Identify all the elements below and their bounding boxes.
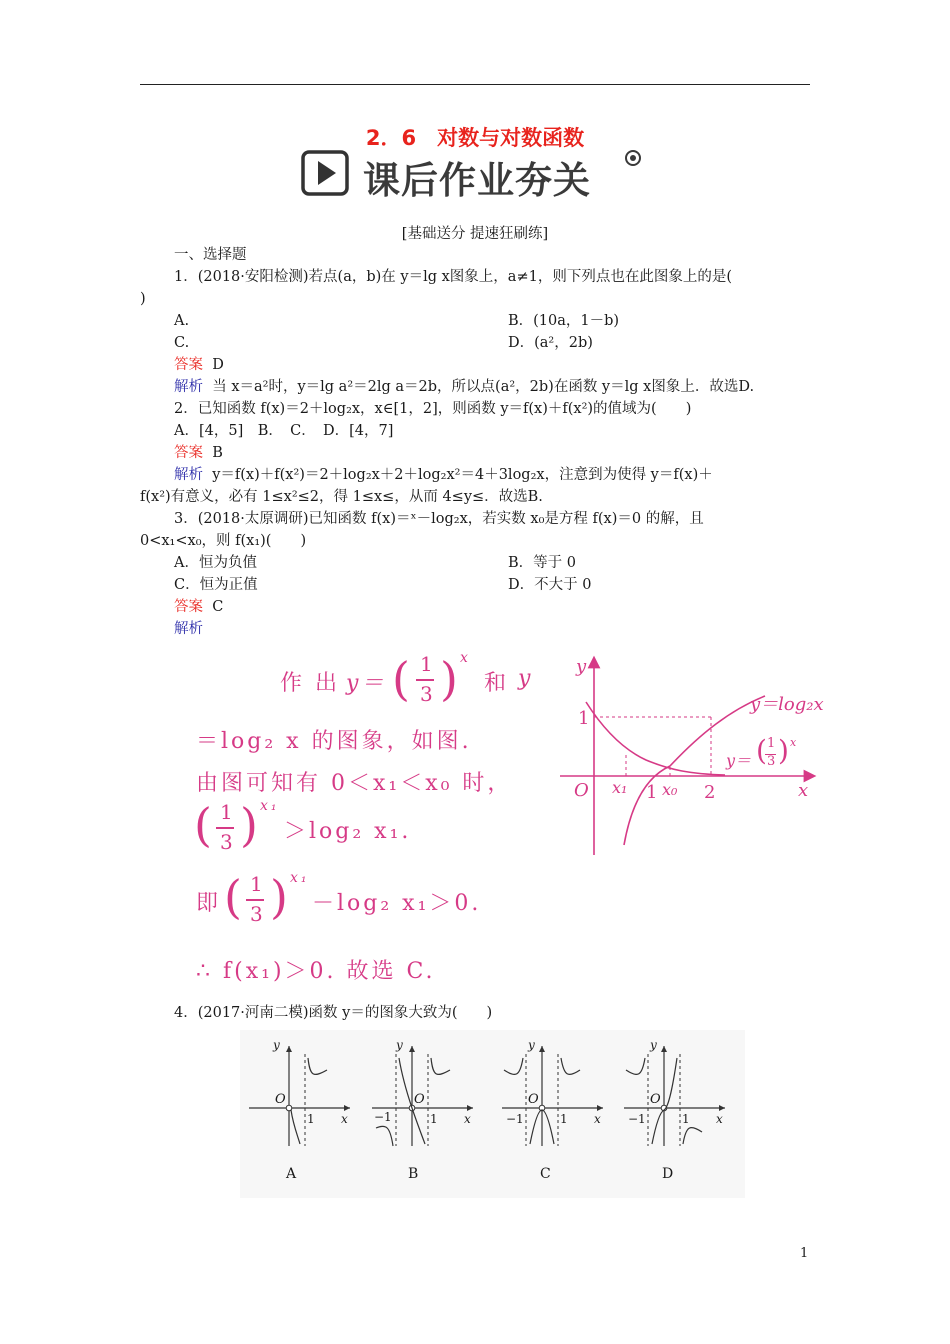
header-rule [140, 84, 810, 85]
graph-exp-label-prefix: y＝ [726, 751, 752, 770]
img-line3: 由图可知有 0＜x₁＜x₀ 时， [196, 771, 513, 796]
q1-option-a: A. [174, 313, 190, 329]
img-l4-paren-close: ) [240, 798, 261, 852]
analysis-text: y＝f(x)＋f(x²)＝2＋log₂x＋2＋log₂x²＝4＋3log₂x，注意到为使得 y＝f(x)＋ [212, 467, 713, 483]
q1-analysis [174, 378, 754, 396]
q3-option-c: C．恒为正值 [174, 577, 258, 593]
img-l5-paren-open: ( [224, 870, 245, 924]
answer-label: 答案 [174, 357, 203, 373]
img-frac-bar [416, 679, 434, 681]
graph-exp-sup: x [790, 736, 797, 749]
q3-graph [560, 650, 824, 860]
graph-x-two: 2 [704, 782, 716, 803]
graph-b-svg [368, 1036, 488, 1156]
img-line1-c: 和 [484, 671, 510, 696]
q4-graph-b: y x O −1 1 [368, 1036, 488, 1196]
graph-origin: O [574, 780, 589, 801]
q4-graph-d-label: D [662, 1166, 674, 1182]
q2-options: A．[4，5] B． C． D．[4，7] [174, 423, 394, 439]
q3-option-d: D．不大于 0 [508, 577, 592, 593]
analysis-label: 解析 [174, 467, 203, 483]
img-l4-paren-open: ( [194, 798, 215, 852]
q4-graph-c: y x O −1 1 [498, 1036, 618, 1196]
answer-value: D [212, 357, 224, 373]
answer-value: B [212, 445, 223, 461]
img-paren-open: ( [392, 652, 413, 706]
q2-stem: 2．已知函数 f(x)＝2＋log₂x，x∈[1，2]，则函数 y＝f(x)＋f(x²)的值域为( ) [174, 401, 692, 417]
img-l4-frac-num: 1 [220, 800, 236, 824]
q1-answer [174, 356, 224, 374]
play-icon [301, 150, 351, 196]
q3-option-b: B．等于 0 [508, 555, 576, 571]
img-paren-close: ) [440, 652, 461, 706]
img-line1-d: y [518, 666, 534, 691]
graph-x0: x₀ [662, 780, 678, 799]
img-l5-paren-close: ) [270, 870, 291, 924]
graph-y-one: 1 [578, 708, 590, 729]
graph-x-one: 1 [646, 782, 658, 803]
q3-stem-line2: 0<x₁<x₀，则 f(x₁)( ) [140, 533, 307, 549]
graph-x1: x₁ [612, 778, 628, 797]
q2-analysis-line1 [174, 466, 713, 484]
img-l4-frac-bar [216, 827, 234, 829]
exp-curve [586, 702, 725, 775]
q2-answer [174, 444, 223, 462]
q3-analysis-image [180, 648, 560, 998]
graph-exp-paren-open: ( [756, 734, 767, 767]
q3-option-a: A．恒为负值 [174, 555, 257, 571]
graph-y-label: y [576, 656, 587, 677]
graph-x-label: x [798, 780, 809, 801]
q1-stem-line2: ) [140, 291, 146, 307]
img-line6: ∴ f(x₁)＞0. 故选 C. [196, 959, 436, 984]
q1-option-b: B．(10a，1－b) [508, 313, 620, 329]
img-line1-a: 作 出 [280, 671, 340, 696]
img-l4-sup: x₁ [260, 798, 280, 814]
q4-graph-a-label: A [286, 1166, 297, 1182]
q1-option-c: C. [174, 335, 190, 351]
q4-graph-c-label: C [540, 1166, 551, 1182]
img-line5-head: 即 [196, 891, 222, 916]
q2-analysis-line2: f(x²)有意义，必有 1≤x²≤2，得 1≤x≤，从而 4≤y≤．故选B. [140, 489, 543, 505]
registered-icon [623, 148, 643, 168]
answer-label: 答案 [174, 599, 203, 615]
graph-exp-num: 1 [767, 736, 776, 751]
answer-value: C [212, 599, 224, 615]
section-heading: 一、选择题 [174, 247, 247, 263]
img-line2: ＝log₂ x 的图象，如图. [196, 729, 472, 754]
img-line1-b: y＝ [346, 671, 387, 696]
banner-text: 课后作业夯关 [363, 159, 591, 202]
q1-option-d: D．(a²，2b) [508, 335, 593, 351]
img-l5-frac-num: 1 [250, 872, 266, 896]
page-title: 2．6 对数与对数函数 [365, 126, 585, 150]
answer-label: 答案 [174, 445, 203, 461]
img-l5-frac-den: 3 [250, 902, 266, 926]
img-l4-frac-den: 3 [220, 830, 236, 854]
img-l5-frac-bar [246, 899, 264, 901]
img-line5-tail: －log₂ x₁＞0. [312, 891, 482, 916]
q1-stem-line1: 1．(2018·安阳检测)若点(a，b)在 y＝lg x图象上，a≠1，则下列点也在此图象上的是( [174, 269, 732, 285]
img-line4-tail: ＞log₂ x₁. [284, 819, 412, 844]
graph-exp-paren-close: ) [778, 734, 789, 767]
graph-d-svg [620, 1036, 740, 1156]
q3-analysis-label: 解析 [174, 621, 203, 637]
img-frac-num: 1 [420, 652, 436, 676]
img-sup-x: x [460, 650, 471, 666]
img-l5-sup: x₁ [290, 870, 310, 886]
q4-graph-a: y x O 1 [245, 1036, 365, 1196]
graph-c-svg [498, 1036, 618, 1156]
q4-graph-d: y x O −1 1 [620, 1036, 740, 1196]
section-subtitle: [基础送分 提速狂刷练] [401, 226, 549, 242]
section-banner [301, 148, 651, 202]
graph-log-label: y＝log₂x [750, 694, 824, 715]
analysis-text: 当 x＝a²时，y＝lg a²＝2lg a＝2b，所以点(a²，2b)在函数 y＝lg x图象上．故选D. [212, 379, 755, 395]
q4-graph-b-label: B [408, 1166, 419, 1182]
q3-answer [174, 598, 223, 616]
graph-a-svg [245, 1036, 365, 1156]
q3-stem-line1: 3．(2018·太原调研)已知函数 f(x)＝ˣ－log₂x，若实数 x₀是方程 f(x)＝0 的解，且 [174, 511, 704, 527]
q4-stem: 4．(2017·河南二模)函数 y＝的图象大致为( ) [174, 1005, 493, 1021]
graph-exp-den: 3 [767, 754, 776, 769]
img-frac-den: 3 [420, 682, 436, 706]
analysis-label: 解析 [174, 379, 203, 395]
page-number: 1 [800, 1246, 809, 1261]
